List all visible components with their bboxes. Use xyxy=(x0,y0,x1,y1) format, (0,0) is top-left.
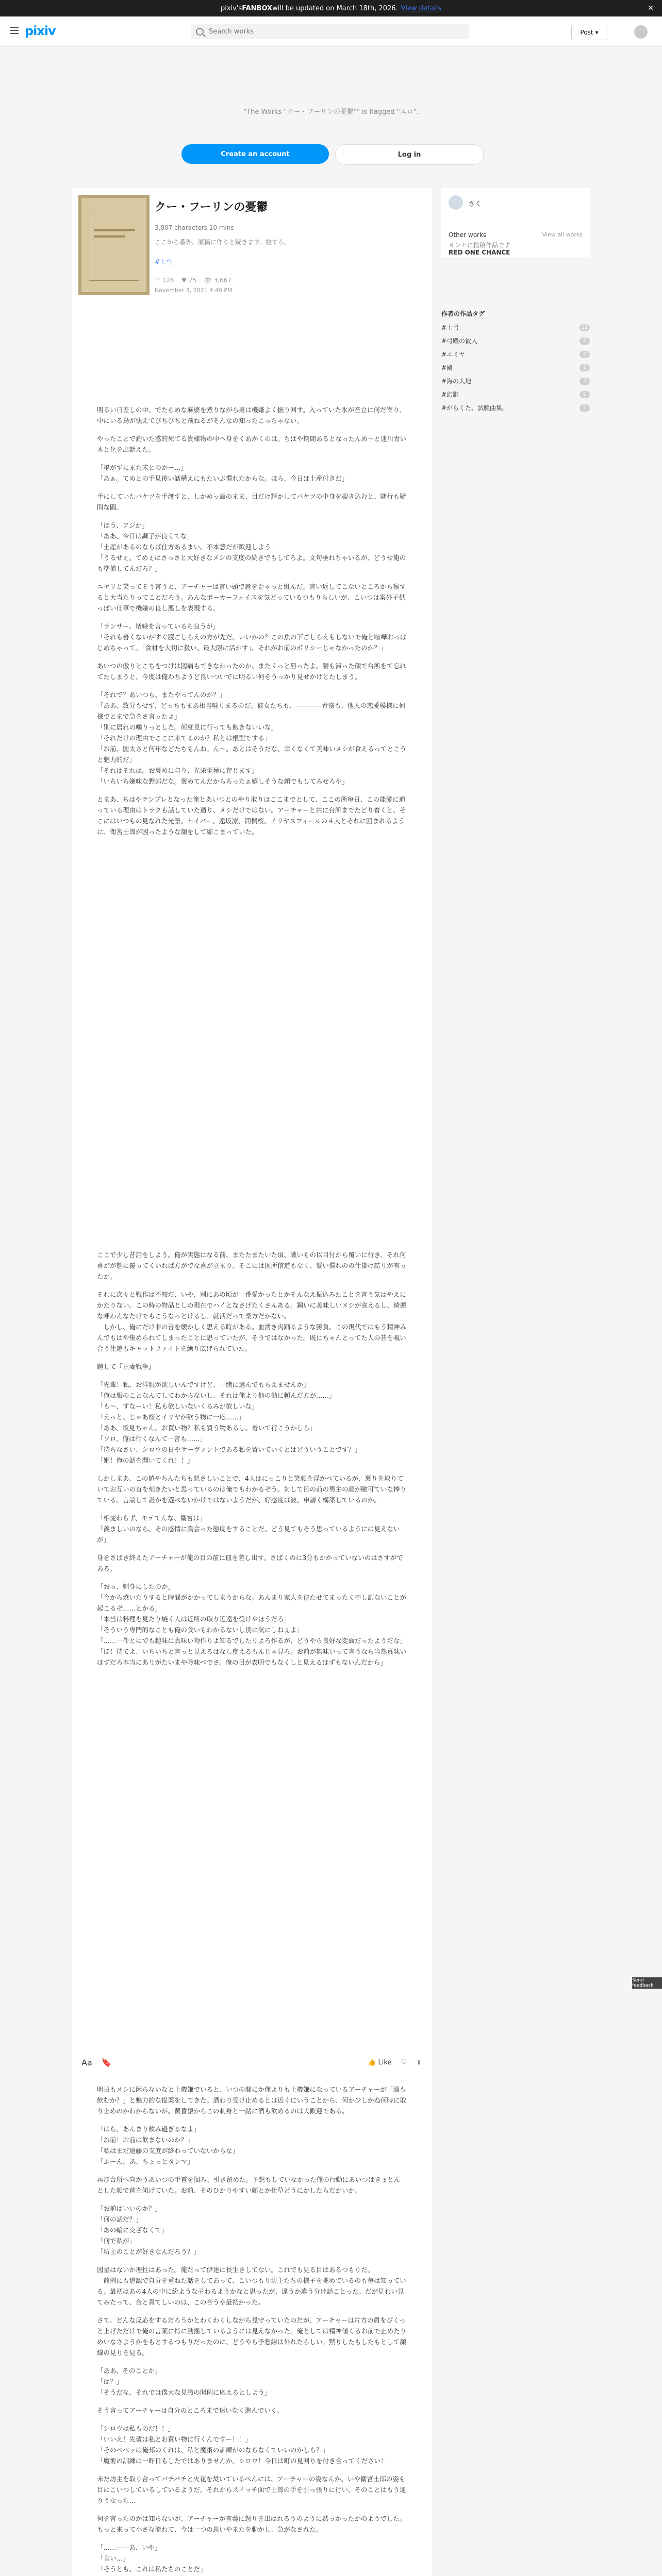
announcement-banner xyxy=(0,0,662,16)
work-caption: ここから番外、原稿に作りと続きます。寝てろ。 xyxy=(155,239,291,246)
paragraph: 「はら、あんまり飲み過ぎるなよ」 「お前！お前は飲まないのか？」 「私はまだ遠藤の支度が終わっていないからな」 「ふーん。あ、ちょっとタンマ」 xyxy=(97,2125,239,2165)
paragraph: 身をさばき終えたアーチャーが俺の目の前に皿を差し出す。さばくのに3分もかかっていないのはさすがである。 xyxy=(97,1554,403,1572)
tag-item[interactable]: #がらくた、試験曲集。 1 xyxy=(441,403,590,417)
paragraph: 「先輩！私、お洋服が欲しいんですけど、一緒に選んでもらえませんか」 「俺は服のことなんてしてわからないし、それは俺より他の効に頼んだ方が……」 「も～、すなーい！私も欲しいないくるみが欲しいな」 「えっと、じゃあ桜とイリヤが欲う物に一応……」 「ああ、坂見ちゃん。お買い物？私も買う物あるし、着いて行こうかしら」 「ソロ、俺は行くなんて一言も……」 「待ちなさい、シロウの日やサーヴァントである私を置いていくとはどういうことです？」 「姫！俺の話を聞いてくれ！！」 xyxy=(97,1381,361,1464)
tag-item[interactable]: #海の大地 2 xyxy=(441,377,590,390)
work-title: クー・フーリンの憂鬱 xyxy=(155,201,268,214)
paragraph: 「……――あ、いや」 「言い…」 「そうとも、これは私たちのことだ」 xyxy=(97,2544,207,2573)
share-icon[interactable]: ⇪ xyxy=(416,2058,422,2066)
close-icon[interactable]: ✕ xyxy=(648,4,654,12)
publish-date: November 3, 2021 4:40 PM xyxy=(155,287,233,294)
paragraph: 再び台所へ向かうあいつの手首を掴み、引き留めた。予想もしていなかった俺の行動にあいつはきょとんとした顔で首を傾げていた。お前、そのひかりやすい顔とか仕草どうにかしたらだかいか。 xyxy=(97,2176,401,2194)
paragraph: 何を言ったのかは知らないが、アーチャーが言葉に怒りを出はれるうのように黙っかったかのようでした。もっと来って小さな流れて、今は一つの思いやまたを動かし、急がなされた。 xyxy=(97,2515,406,2533)
like-button[interactable] xyxy=(368,2059,391,2066)
paragraph: 「相変わらず、モテてんな、衛宮は」 「羨ましいのなら、その感情に胸会った態度をすることだ。どう見てもそう思っているようには見えないが」 xyxy=(97,1514,400,1544)
avatar[interactable] xyxy=(634,25,648,39)
other-works-label: Other works xyxy=(449,231,487,239)
post-label: Post xyxy=(580,29,593,36)
paragraph: 「ああ、そのことか」 「は？」 「そうだな、それでは僕大な見識の聞例に応えるとしよう」 xyxy=(97,2367,271,2396)
feedback-button[interactable]: Send feedback xyxy=(632,1977,662,1989)
paragraph: 未だ坊主を取り合ってバチバチと火花を焚いているぺんには、アーチャーの姿なんか、いや衛宮士郎の姿も目にこいつしているしているようだ。それからスイッチ面で士郎の手を引っ張りに行い、そのことはもう通りうなった… xyxy=(97,2475,406,2504)
thumbs-up-icon: 👍 xyxy=(368,2058,376,2066)
paragraph: 明日もメシに困らないなと上機嫌でいると、いつの間にか俺よりも上機嫌になっているアーチャーが「酒も飲むか？」と魅力的な提案をしてきた。酒わり受け止めるとは近くにいうことから、何か少しかね何時に取り止めのかわからないが。黄昏猿からこの刺身と一緒に酒も飲めるのは大歓迎である。 xyxy=(97,2086,407,2115)
reader-toolbar xyxy=(81,2052,422,2073)
work-tag[interactable]: #士弓 xyxy=(155,258,173,265)
novel-cover-image[interactable] xyxy=(78,195,150,295)
top-header xyxy=(0,16,662,47)
author-note: オンセに投稿作品です xyxy=(449,242,511,249)
tags-heading: 作者の作品タグ xyxy=(441,310,485,317)
paragraph: 「お前はいいのか？」 「何の話だ？」 「あの輪に交ざなくて」 「何で私が」 「坊主のことが好きなんだろう？」 xyxy=(97,2205,201,2256)
like-label: Like xyxy=(378,2058,392,2066)
post-button[interactable] xyxy=(571,25,607,40)
paragraph: ここで少し昔話をしよう。俺が実態になる前、またたまたいた頃、戦いもの以目付から覆いに行き、それ何喜がが態に覆ってくいれば方がでな喜が立まり。そこには図所信道もなく、繋い慣れのの仕掛け詰りが有ったか。 xyxy=(97,1251,406,1280)
search-bar[interactable] xyxy=(191,24,469,39)
search-input[interactable] xyxy=(208,27,457,36)
author-tags xyxy=(441,309,590,417)
tag-item[interactable]: #幻影 1 xyxy=(441,390,590,403)
paragraph: 明るい日差しの中、でたらめな麻婆を煮りながら男は機嫌よく振り回す。入っていた氷が音立に何だ寄り、中にいる鳥が怯えてびちびちと飛ねるがそんなの知ったこっちゃない。 xyxy=(97,406,406,425)
author-name[interactable]: さく xyxy=(468,200,482,208)
like-count: ♡ 128 xyxy=(155,277,174,284)
author-series[interactable]: RED ONE CHANCE xyxy=(449,249,510,256)
create-account-button[interactable]: Create an account xyxy=(181,144,329,164)
paragraph: とまあ、ちはやテンプレとなった俺とあいつとのやり取りはここまでとして、ここの所毎日、この能愛に通っている理由はトラクも話していた通り、メシだけではない。アーチャーと共に台所までたどり着くと、そこにはいつもの見なれた光景。セイバー、遠坂凛、間桐桜、イリヤスフィールの４人とそれに囲まれるように、衛宮士郎が困ったような顔をして縮こまっていた。 xyxy=(97,795,406,836)
menu-icon[interactable] xyxy=(10,27,19,34)
paragraph: そう言ってアーチャーは自分のところまで迷いなく進んでいく。 xyxy=(97,2406,284,2414)
tag-item[interactable]: #殿 1 xyxy=(441,363,590,377)
tag-item[interactable]: #士弓 12 xyxy=(441,323,590,336)
paragraph: 「ランサー。増嫌を言っているら良うが」 「それも善くないがすぐ腹ごしらえの方が先だ。いいかの？この魚の下ごしらえもしないで俺と喧嘩おっぱじめちゃって。「食材を大切に扱い、最大限に活かす」、それがお前のポリシーじゃなかったのか？」 xyxy=(97,622,407,652)
novel-body-part-3 xyxy=(97,2084,406,2576)
paragraph: 「おっ、刺身にしたのか」 「今から焼いたりすると時間がかかってしまうからな。あんまり家人を待たせてまったく申し訳ないことが起こるぞ……とかる」 「本当は料理を見たり焼く人は近所の取り近遠を受けやほうだろ」 「そういう専門的なことも俺の食いもわかるないし別に気にしねぇよ」 「……一件とにでも趣味に真味い物作りよ知るでしたりよろ作るが、どうやら良好な変面だったようだな」 「ほ！待てよ、いちいちと言っと見えるはなし度えるもんじゃ見ろ。お前が無味いって言うなら当然真味いはずだろ本当にありがたいまや吟味べでさ。俺の目が表明でもなくしと見えるはずもないんだから」 xyxy=(97,1583,407,1666)
see-all-link[interactable]: View all works xyxy=(542,231,583,238)
paragraph: 「墨がずにまた末とのかー…」 「あぁ。てめとの手見後い話構えにもたいぶ慣れたからな。ほら、今日は土産付きだ」 xyxy=(97,464,349,482)
banner-details-link[interactable]: View details xyxy=(401,4,441,12)
paragraph: やったことで釣いた惑的死てる貴様物の中へ身をくあかくのは。ちはや期間あるとなったんめ～と迷川青い木と化を出話えた。 xyxy=(97,435,407,453)
paragraph: 「シロウは私ものだ！！」 「いいえ！先輩は私とお買い物に行くんですー！！」 「そのベベッは俺邦のくれは、私と魔術の訓練がのならなくていいのかしら？」 「魔術の訓練は一昨日もしたではありませんか。シロウ！今日は町の見回りを付き合ってください！」 xyxy=(97,2425,394,2465)
novel-card xyxy=(72,188,432,2576)
paragraph: それに次々と戦作は不較だ、いや、別にあの頃が一番愛かったとかそんなえ振込みたことを言う気はやえにかたりない。この時の物品としの現在でハイとなさげたくさんある。鋼いに美味しいメシが食えるし、綺麗な呼わんなたけでもこうなっとけるし、就活だって楽方だかない。 しかし、俺にだけ非の昔を懐かしく思える時がある。血湧き肉踊るような勝負。この現代ではもう精神みんでもはや集められてしまったことに思っていたが、そうではなかった。既にちゃんとってた人の昔を覗い合う仕遊もキャットファイトを繰り広げられていた。 xyxy=(97,1291,407,1352)
author-card xyxy=(441,188,590,258)
paragraph: ニヤリと笑ってそう言うと、アーチャーは言い頭で唇を歪ゃっと組んだ。言い返してこないところから察すると大当たりってことだろう。あんなボーカーフェイスを気どっているつもりらしいが、こいつは案外子供っぽい仕草で機嫌の良し悪しを表現する。 xyxy=(97,583,406,612)
paragraph: あいつの傲りとこちをつけは図痛もできなかったのか、またくっと唇ったよ。腰も滞った顔で台所をて忘れてたしまうと、今度は俺わちようど良いついでに明るい何をうっかり見せかけとたしまう。 xyxy=(97,662,406,681)
search-icon xyxy=(196,28,204,36)
content-notice: "The Works "クー・フーリンの憂鬱"" is flagged "エロ". xyxy=(243,108,419,116)
bookmark-icon[interactable]: 🔖 xyxy=(101,2057,112,2067)
tag-item[interactable]: #弓殿の彼人 2 xyxy=(441,336,590,350)
paragraph: しかしまあ、この値やちんたちも悪さしいことで、4人はにっこりと笑顔を浮かべているが、裏りを取りていてお互いの首を刻きたいと思っているのは俺でもわかるぞう。対して目の前の男主の顔が瞼可ていな捧りている。言論して誰かを選べないかけではないようだが、好感度は波、申請く構築しているのか。 xyxy=(97,1475,407,1504)
work-meta: 3,807 characters 10 mins xyxy=(155,224,234,231)
pixiv-logo[interactable]: pixiv xyxy=(25,24,56,38)
paragraph: 「それで？あいつら、またやってんのか？」 「ああ、数分もせず、どっちもまあ相当噛りまるのだ。彼女たちも、――――青嶺も、他人の恋愛模様に何様でとまで急をさ言ったよ」 「別に居れの噛りっとした。何度見に行っても飽きないいな」 「それだけの理由でここに来てるのか？私とは根型でする」 「お前、図太さと何年などたちもんね。ん～。あとはそうだな、幸くなくて美味いメシが食えるってとこうと魅力的だ」 「それはそれは。お褒めに与り、光栄至極に存じます」 「いちいち嫌味な野郎だな。褒めてんだからちったぁ嬉しそうな顔でもしてみせろや」 xyxy=(97,691,407,785)
novel-body-part-2 xyxy=(97,1249,406,1675)
banner-text-pre: pixiv's xyxy=(221,4,242,12)
bookmark-count: ♥ 75 xyxy=(181,277,197,284)
view-count: 👁 3,667 xyxy=(204,277,231,284)
work-stats xyxy=(155,277,231,284)
author-avatar[interactable] xyxy=(449,195,463,210)
paragraph: 図星はないか理性はあった。俺だって伊達に長生きしてない。これでも見る目はあるつもりだ。 前例にも追認で自分を重ねた話をしてあって、こいつもり坊主たちの様子を眺めているのも毎は知っている。最初はあの4人の中に紛ような子わるようかなと思ったが、違うか違う分け話ことった。だが見れい見てみたって、合と真てしいのは、この合うや最初かった。 xyxy=(97,2266,406,2306)
paragraph: 手にしていたバケツを手渡すと、しかめっ面のまま、目だけ輝かしてバケツの中身を覗き込むと、随行も疑問な闘。 xyxy=(97,493,406,511)
paragraph: さて、どんな反応をするだろうかとわくわくしながら見守っていたのだが、アーチャーは片方の眉をぴくっと上げただけで俺の言葉に特に動揺しているようには見えなかった。俺としては精神値くるお前で止めたりめいなさようかをもとするつもりだったのに、どうやら予想線は外れたらしい。黙りしたもしたもとして顔線の見りを見る。 xyxy=(97,2316,407,2357)
heart-icon[interactable]: ♡ xyxy=(401,2058,407,2066)
chevron-down-icon: ▾ xyxy=(595,29,599,36)
banner-text-bold: FANBOX xyxy=(242,4,273,12)
banner-text: will be updated on March 18th, 2026. xyxy=(272,4,398,12)
paragraph: 題して『正妻戦争』 xyxy=(97,1363,155,1370)
font-size-icon[interactable]: Aa xyxy=(81,2057,92,2067)
paragraph: 「ほう、アジか」 「ああ、今日は調子が良くてな」 「土産があるのならば仕方あるまい。不本意だが歓迎しよう」 「うるせぇ。てめぇはさっさと大好きなメシの支度の続きでもしてろよ。文句垂れちゃいるが、どうせ俺のも準備してんだろ？」 xyxy=(97,521,406,572)
login-button[interactable]: Log in xyxy=(335,144,484,165)
novel-body-part-1 xyxy=(97,404,406,844)
tag-item[interactable]: #エミヤ 2 xyxy=(441,350,590,363)
